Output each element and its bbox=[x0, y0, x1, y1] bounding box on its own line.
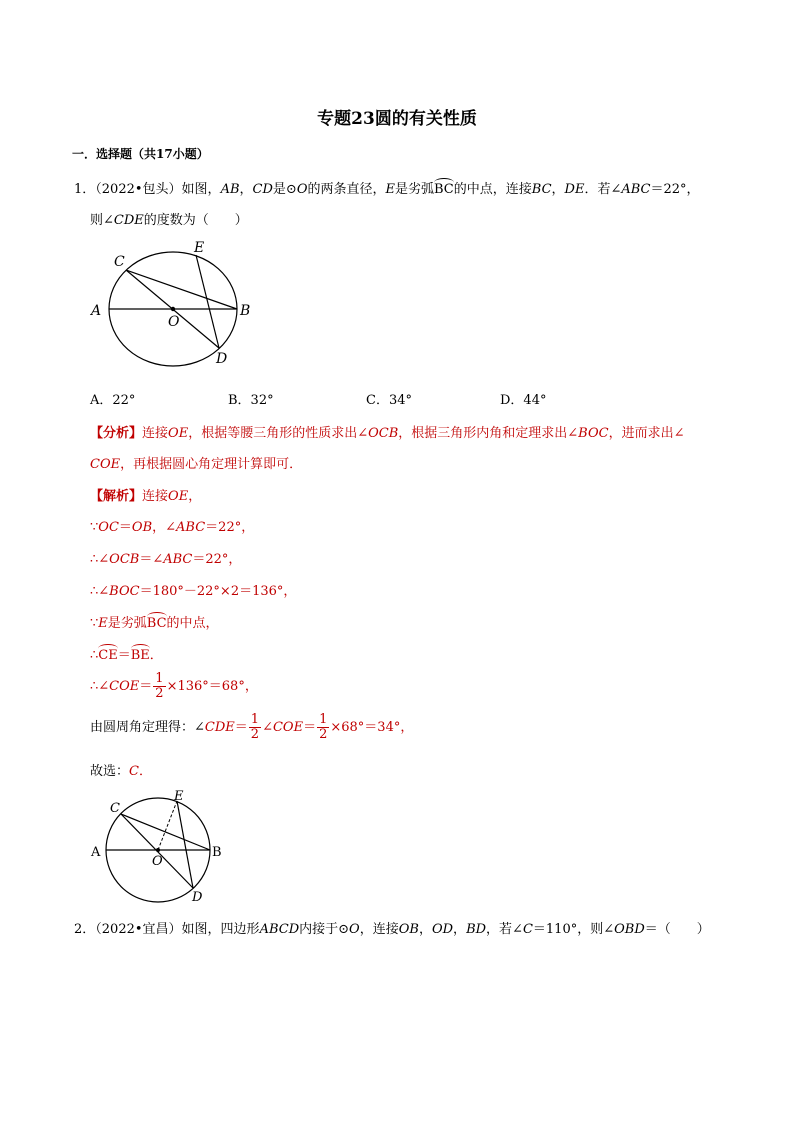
analysis-line1 bbox=[90, 422, 684, 441]
denominator: 2 bbox=[155, 686, 164, 701]
var: OCB bbox=[368, 426, 399, 441]
text: ＝22°， bbox=[205, 520, 255, 535]
var: BD bbox=[466, 922, 487, 937]
q1-figure bbox=[86, 236, 266, 370]
text: ∴∠ bbox=[90, 679, 110, 694]
text: ＝ bbox=[117, 648, 131, 663]
var: C bbox=[522, 922, 533, 937]
text: ∵ bbox=[90, 616, 99, 631]
text: 是劣弧 bbox=[395, 182, 435, 197]
text: ． bbox=[138, 764, 152, 779]
solution-line2 bbox=[90, 548, 241, 567]
text: ，∠ bbox=[152, 520, 177, 535]
text: ， bbox=[239, 182, 253, 197]
var: OE bbox=[168, 426, 189, 441]
var: ABCD bbox=[259, 922, 300, 937]
var: CDE bbox=[113, 213, 144, 228]
q1-source: （2022•包头） bbox=[95, 182, 182, 197]
text: ＝ bbox=[234, 720, 248, 735]
option-d[interactable]: D．44° bbox=[500, 393, 547, 408]
text: 则∠ bbox=[90, 213, 114, 228]
option-b[interactable]: B．32° bbox=[228, 393, 274, 408]
var: E bbox=[385, 182, 395, 197]
var: O bbox=[296, 182, 308, 197]
solution-line8 bbox=[90, 760, 152, 779]
var: CDE bbox=[204, 720, 235, 735]
var: COE bbox=[109, 679, 140, 694]
segment-cb bbox=[126, 270, 237, 309]
text: ，根据等腰三角形的性质求出∠ bbox=[188, 426, 369, 441]
text: ＝110°，则∠ bbox=[532, 922, 615, 937]
var: C bbox=[129, 764, 139, 779]
text: 的中点，连接 bbox=[453, 182, 532, 197]
text: ∠ bbox=[262, 720, 273, 735]
page-title: 专题23圆的有关性质 bbox=[317, 109, 477, 129]
text: ＝ bbox=[118, 520, 132, 535]
var: ABC bbox=[621, 182, 651, 197]
text: ∴∠ bbox=[90, 552, 110, 567]
solution-line3 bbox=[90, 580, 296, 599]
var: BOC bbox=[109, 584, 140, 599]
var: ABC bbox=[163, 552, 193, 567]
arc-be: BE bbox=[130, 648, 150, 663]
label-e: E bbox=[194, 240, 205, 256]
denominator: 2 bbox=[319, 727, 328, 742]
text: 是劣弧 bbox=[107, 616, 147, 631]
segment-cb bbox=[121, 814, 210, 850]
solution-line1 bbox=[90, 516, 254, 535]
var: OB bbox=[398, 922, 419, 937]
text: ， bbox=[188, 489, 202, 504]
text: ＝22°， bbox=[650, 182, 700, 197]
solution-line7 bbox=[90, 713, 413, 742]
var: OE bbox=[168, 489, 189, 504]
solution-line0 bbox=[90, 485, 201, 504]
var: OBD bbox=[614, 922, 645, 937]
label-c: C bbox=[110, 801, 120, 816]
section-heading: 一．选择题（共17小题） bbox=[72, 147, 209, 161]
q1-line1 bbox=[74, 178, 700, 197]
label-d: D bbox=[216, 351, 228, 367]
text: ×136°＝68°， bbox=[166, 679, 258, 694]
label-b: B bbox=[240, 303, 251, 319]
text: ×68°＝34°， bbox=[330, 720, 414, 735]
text: ＝ bbox=[303, 720, 317, 735]
text: ∴∠ bbox=[90, 584, 110, 599]
var: CD bbox=[252, 182, 273, 197]
text: 连接 bbox=[142, 489, 169, 504]
var: O bbox=[349, 922, 360, 937]
solution-tag: 【解析】 bbox=[90, 489, 143, 504]
text: ，若∠ bbox=[486, 922, 523, 937]
numerator: 1 bbox=[250, 712, 260, 727]
q1-line2 bbox=[90, 209, 248, 228]
text: ， bbox=[551, 182, 565, 197]
solution-line5 bbox=[90, 644, 163, 663]
text: ∴ bbox=[90, 648, 99, 663]
var: OD bbox=[431, 922, 454, 937]
center-point bbox=[171, 307, 175, 311]
center-point bbox=[156, 848, 160, 852]
text: 连接 bbox=[142, 426, 169, 441]
fraction-half bbox=[317, 713, 329, 742]
solution-figure bbox=[88, 790, 238, 906]
text: ＝180°－22°×2＝136°， bbox=[139, 584, 297, 599]
solution-line4 bbox=[90, 612, 219, 631]
text: 如图， bbox=[181, 182, 221, 197]
text: ，连接 bbox=[359, 922, 399, 937]
text: 内接于⊙ bbox=[299, 922, 350, 937]
var: DE bbox=[564, 182, 585, 197]
numerator: 1 bbox=[319, 712, 328, 727]
text: 的度数为（ ） bbox=[143, 213, 248, 228]
var: OC bbox=[98, 520, 119, 535]
text: 由圆周角定理得：∠ bbox=[90, 720, 205, 735]
text: ＝22°， bbox=[192, 552, 242, 567]
segment-ed bbox=[177, 801, 193, 888]
fraction-half bbox=[249, 713, 261, 742]
label-d: D bbox=[192, 890, 203, 905]
var: BC bbox=[531, 182, 552, 197]
text: 的两条直径， bbox=[307, 182, 386, 197]
text: ，进而求出∠ bbox=[608, 426, 685, 441]
text: ＝（ ） bbox=[644, 922, 710, 937]
text: ＝∠ bbox=[139, 552, 164, 567]
var: COE bbox=[90, 457, 121, 472]
numerator: 1 bbox=[155, 671, 164, 686]
var: OCB bbox=[109, 552, 140, 567]
text: 的中点， bbox=[166, 616, 219, 631]
var: AB bbox=[220, 182, 240, 197]
label-a: A bbox=[91, 845, 101, 860]
q2-line1 bbox=[74, 918, 710, 937]
text: ＝ bbox=[139, 679, 153, 694]
option-a[interactable]: A．22° bbox=[90, 393, 136, 408]
label-o: O bbox=[168, 314, 180, 330]
arc-ce: CE bbox=[98, 648, 118, 663]
text: 如图，四边形 bbox=[181, 922, 260, 937]
solution-line6 bbox=[90, 672, 258, 701]
text: ，再根据圆心角定理计算即可． bbox=[120, 457, 303, 472]
text: ∵ bbox=[90, 520, 99, 535]
var: BOC bbox=[578, 426, 609, 441]
label-b: B bbox=[212, 845, 222, 860]
text: ， bbox=[418, 922, 432, 937]
var: ABC bbox=[176, 520, 206, 535]
q1-number: 1． bbox=[74, 182, 96, 197]
text: ．若∠ bbox=[584, 182, 622, 197]
label-c: C bbox=[114, 254, 125, 270]
arc-bc: BC bbox=[434, 182, 454, 197]
denominator: 2 bbox=[250, 727, 260, 742]
label-a: A bbox=[91, 303, 102, 319]
label-e: E bbox=[174, 790, 184, 804]
analysis-line2 bbox=[90, 453, 302, 472]
text: 故选： bbox=[90, 764, 130, 779]
text: ． bbox=[149, 648, 163, 663]
q2-number: 2． bbox=[74, 922, 96, 937]
text: ，根据三角形内角和定理求出∠ bbox=[398, 426, 579, 441]
label-o: O bbox=[152, 854, 163, 869]
fraction-half bbox=[153, 672, 165, 701]
q1-options bbox=[90, 389, 546, 408]
var: COE bbox=[272, 720, 304, 735]
var: E bbox=[98, 616, 108, 631]
analysis-tag: 【分析】 bbox=[90, 426, 143, 441]
text: ， bbox=[453, 922, 467, 937]
segment-oe-dashed bbox=[158, 801, 177, 850]
var: OB bbox=[131, 520, 153, 535]
option-c[interactable]: C．34° bbox=[366, 393, 412, 408]
q2-source: （2022•宜昌） bbox=[95, 922, 182, 937]
arc-bc: BC bbox=[146, 616, 167, 631]
text: 是⊙ bbox=[272, 182, 297, 197]
